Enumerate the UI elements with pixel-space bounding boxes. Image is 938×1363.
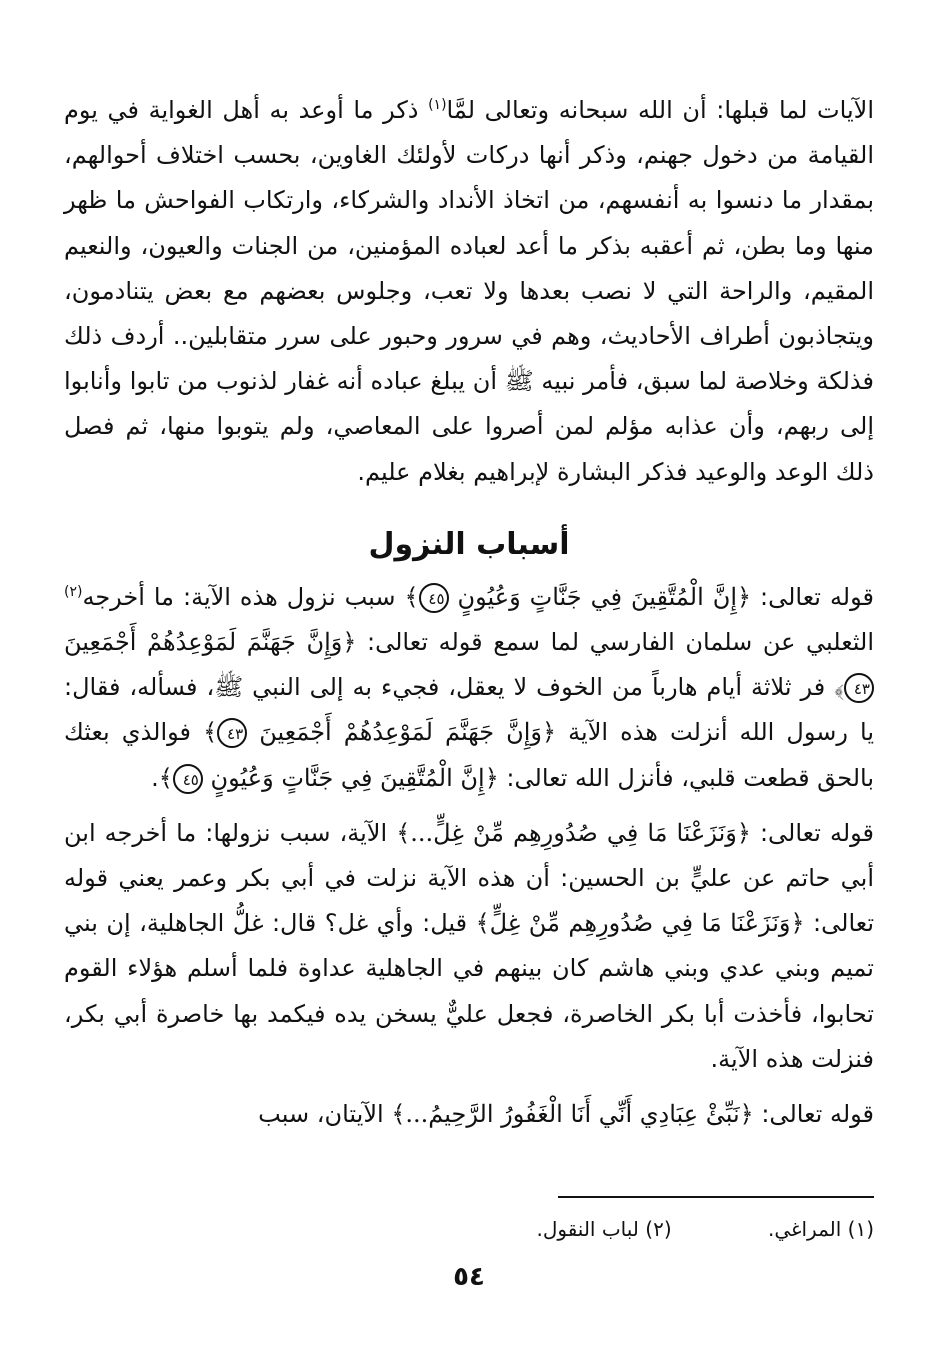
intro-text-2: ذكر ما أوعد به أهل الغواية في يوم القيامة من دخول جهنم، وذكر أنها دركات لأولئك الغاوين، بحسب اختلاف أحوالهم، بمقدار ما دنسوا به أنفسهم، من اتخاذ الأنداد والشركاء، وارتكاب الفواحش ما ظهر منها وما بطن، ثم أعقبه بذكر ما أعد لعباده المؤمنين، من الجنات والعيون، والنعيم المقيم، والراحة التي لا نصب بعدها ولا تعب، وجلوس بعضهم مع بعض يتنادمون، ويتجاذبون أطراف الأحاديث، وهم في سرور وحبور على سرر متقابلين.. أردف ذلك فذلكة وخلاصة لما سبق، فأمر نبيه ﷺ أن يبلغ عباده أنه غفار لذنوب من تابوا وأنابوا إلى ربهم، وأن عذابه مؤلم لمن أصروا على المعاصي، ولم يتوبوا منها، ثم فصل ذلك الوعد والوعيد فذكر البشارة لإبراهيم بغلام عليم.: [64, 96, 874, 486]
footnote-ref-1[interactable]: (١): [428, 97, 447, 113]
quran-verse: ﴿إِنَّ الْمُتَّقِينَ فِي جَنَّاتٍ وَعُيُونٍ: [457, 582, 752, 611]
quran-verse: ﴿وَنَزَعْنَا مَا فِي صُدُورِهِم مِّنْ غِلٍّ﴾: [475, 909, 805, 938]
p2-text-5: ﴾ فوالذي بعثك بالحق قطعت قلبي، فأنزل الله تعالى:: [64, 718, 874, 792]
footnote-ref-2[interactable]: (٢): [64, 583, 83, 600]
paragraph-asbab-2: [64, 811, 874, 1082]
footnote-1: (١) المراغي.: [767, 1217, 874, 1241]
verse-number-badge: ٤٣: [844, 673, 874, 703]
p3-text-3: قيل: وأي غل؟ قال: غلُّ الجاهلية، إن بني تميم وبني عدي وبني هاشم كان بينهم في الجاهلية عداوة فلما أسلم هؤلاء القوم تحابوا، فأخذت أبا بكر الخاصرة، فجعل عليٌّ يسخن يده فيكمد بها خاصرة أبي بكر، فنزلت هذه الآية.: [64, 909, 874, 1073]
p2-text-2: ﴾ سبب نزول هذه الآية: ما أخرجه: [82, 582, 419, 611]
verse-number-badge: ٤٥: [173, 764, 203, 794]
footnotes: [64, 1212, 874, 1246]
p4-text-2: الآيتان، سبب: [258, 1100, 392, 1129]
footnote-divider: [558, 1196, 874, 1198]
quran-verse: ﴿نَبِّئْ عِبَادِي أَنِّي أَنَا الْغَفُورُ الرَّحِيمُ...﴾: [391, 1100, 754, 1129]
p3-text-2: الآية، سبب نزولها: ما أخرجه ابن أبي حاتم عن عليٍّ بن الحسين: أن هذه الآية نزلت في أبي بكر وعمر يعني قوله تعالى:: [64, 818, 875, 938]
p3-text-1: قوله تعالى:: [750, 818, 875, 847]
quran-verse: ﴿وَإِنَّ جَهَنَّمَ لَمَوْعِدُهُمْ أَجْمَعِينَ: [259, 718, 557, 747]
page-body: [64, 88, 874, 1137]
quran-verse: ﴿وَإِنَّ جَهَنَّمَ لَمَوْعِدُهُمْ أَجْمَعِينَ: [64, 628, 357, 657]
quran-verse: ﴿إِنَّ الْمُتَّقِينَ فِي جَنَّاتٍ وَعُيُونٍ: [210, 763, 499, 792]
p4-text-1: قوله تعالى:: [753, 1100, 874, 1129]
footnote-2: (٢) لباب النقول.: [536, 1217, 672, 1241]
quran-verse: ﴿وَنَزَعْنَا مَا فِي صُدُورِهِم مِّنْ غِلٍّ...﴾: [396, 818, 751, 847]
p2-text-1: قوله تعالى:: [751, 582, 874, 611]
verse-number-badge: ٤٥: [419, 583, 449, 613]
page-number: ٥٤: [453, 1262, 485, 1292]
p2-text-4: ﴾ فر ثلاثة أيام هارباً من الخوف لا يعقل، فجيء به إلى النبي ﷺ، فسأله، فقال: يا رسول الله أنزلت هذه الآية: [64, 673, 875, 747]
p2-text-6: ﴾.: [151, 763, 173, 792]
p2-text-3: الثعلبي عن سلمان الفارسي لما سمع قوله تعالى:: [356, 628, 875, 657]
intro-text-1: الآيات لما قبلها: أن الله سبحانه وتعالى لمَّا: [446, 96, 874, 124]
paragraph-asbab-3: [64, 1092, 874, 1137]
section-heading: أسباب النزول: [368, 526, 570, 562]
verse-number-badge: ٤٣: [217, 718, 247, 748]
intro-paragraph: [64, 88, 874, 495]
paragraph-asbab-1: [64, 575, 874, 801]
